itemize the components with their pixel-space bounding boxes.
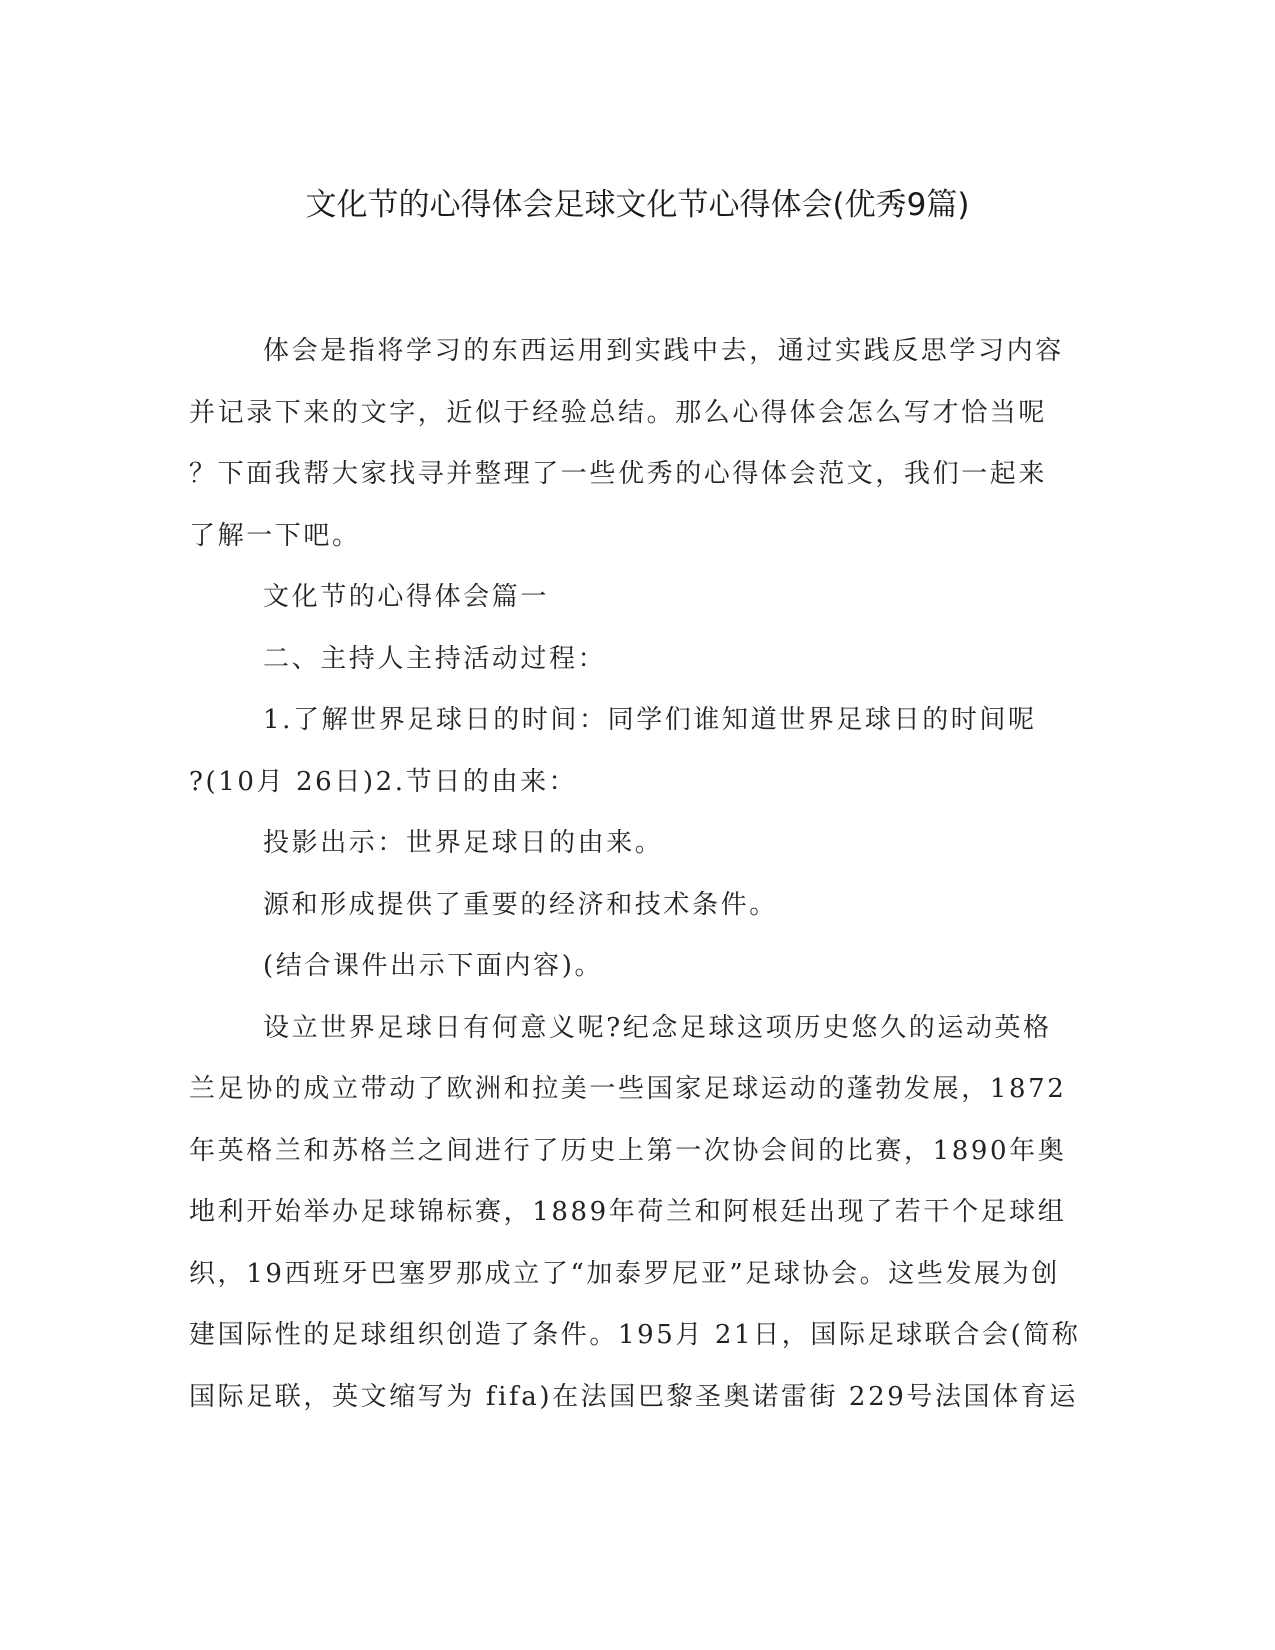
text-line: 1.了解世界足球日的时间：同学们谁知道世界足球日的时间呢 [263, 705, 1037, 735]
text-line: ？下面我帮大家找寻并整理了一些优秀的心得体会范文，我们一起来 [189, 459, 1048, 489]
text-line: 国际足联，英文缩写为 fifa)在法国巴黎圣奥诺雷街 229号法国体育运 [189, 1381, 1078, 1412]
text-line: 织，19西班牙巴塞罗那成立了“加泰罗尼亚”足球协会。这些发展为创 [189, 1258, 1060, 1289]
text-line: 二、主持人主持活动过程： [263, 643, 607, 674]
text-line: 设立世界足球日有何意义呢?纪念足球这项历史悠久的运动英格 [263, 1012, 1052, 1043]
text-line: 了解一下吧。 [189, 520, 361, 551]
text-line: 并记录下来的文字，近似于经验总结。那么心得体会怎么写才恰当呢 [189, 397, 1048, 428]
text-line: 建国际性的足球组织创造了条件。195月 21日，国际足球联合会(简称 [189, 1320, 1081, 1350]
paragraph [189, 690, 1069, 813]
paragraph [189, 629, 1069, 691]
paragraph [189, 875, 1069, 937]
document-title: 文化节的心得体会足球文化节心得体会(优秀9篇) [305, 187, 970, 223]
paragraph [189, 813, 1069, 875]
text-line: 源和形成提供了重要的经济和技术条件。 [263, 889, 778, 920]
text-line: 投影出示：世界足球日的由来。 [263, 828, 664, 858]
paragraph-intro [189, 321, 1069, 567]
text-line: 体会是指将学习的东西运用到实践中去，通过实践反思学习内容 [263, 336, 1064, 366]
text-line: 兰足协的成立带动了欧洲和拉美一些国家足球运动的蓬勃发展，1872 [189, 1074, 1067, 1104]
text-line: ?(10月 26日)2.节日的由来： [189, 766, 578, 797]
paragraph [189, 936, 1069, 998]
text-line: 地利开始举办足球锦标赛，1889年荷兰和阿根廷出现了若干个足球组 [189, 1197, 1067, 1227]
paragraph [189, 998, 1081, 1429]
text-line: 年英格兰和苏格兰之间进行了历史上第一次协会间的比赛，1890年奥 [189, 1135, 1067, 1166]
text-line: 文化节的心得体会篇一 [263, 582, 550, 612]
document-body [189, 321, 1081, 1428]
section-heading [189, 567, 1069, 629]
text-line: (结合课件出示下面内容)。 [263, 951, 604, 981]
